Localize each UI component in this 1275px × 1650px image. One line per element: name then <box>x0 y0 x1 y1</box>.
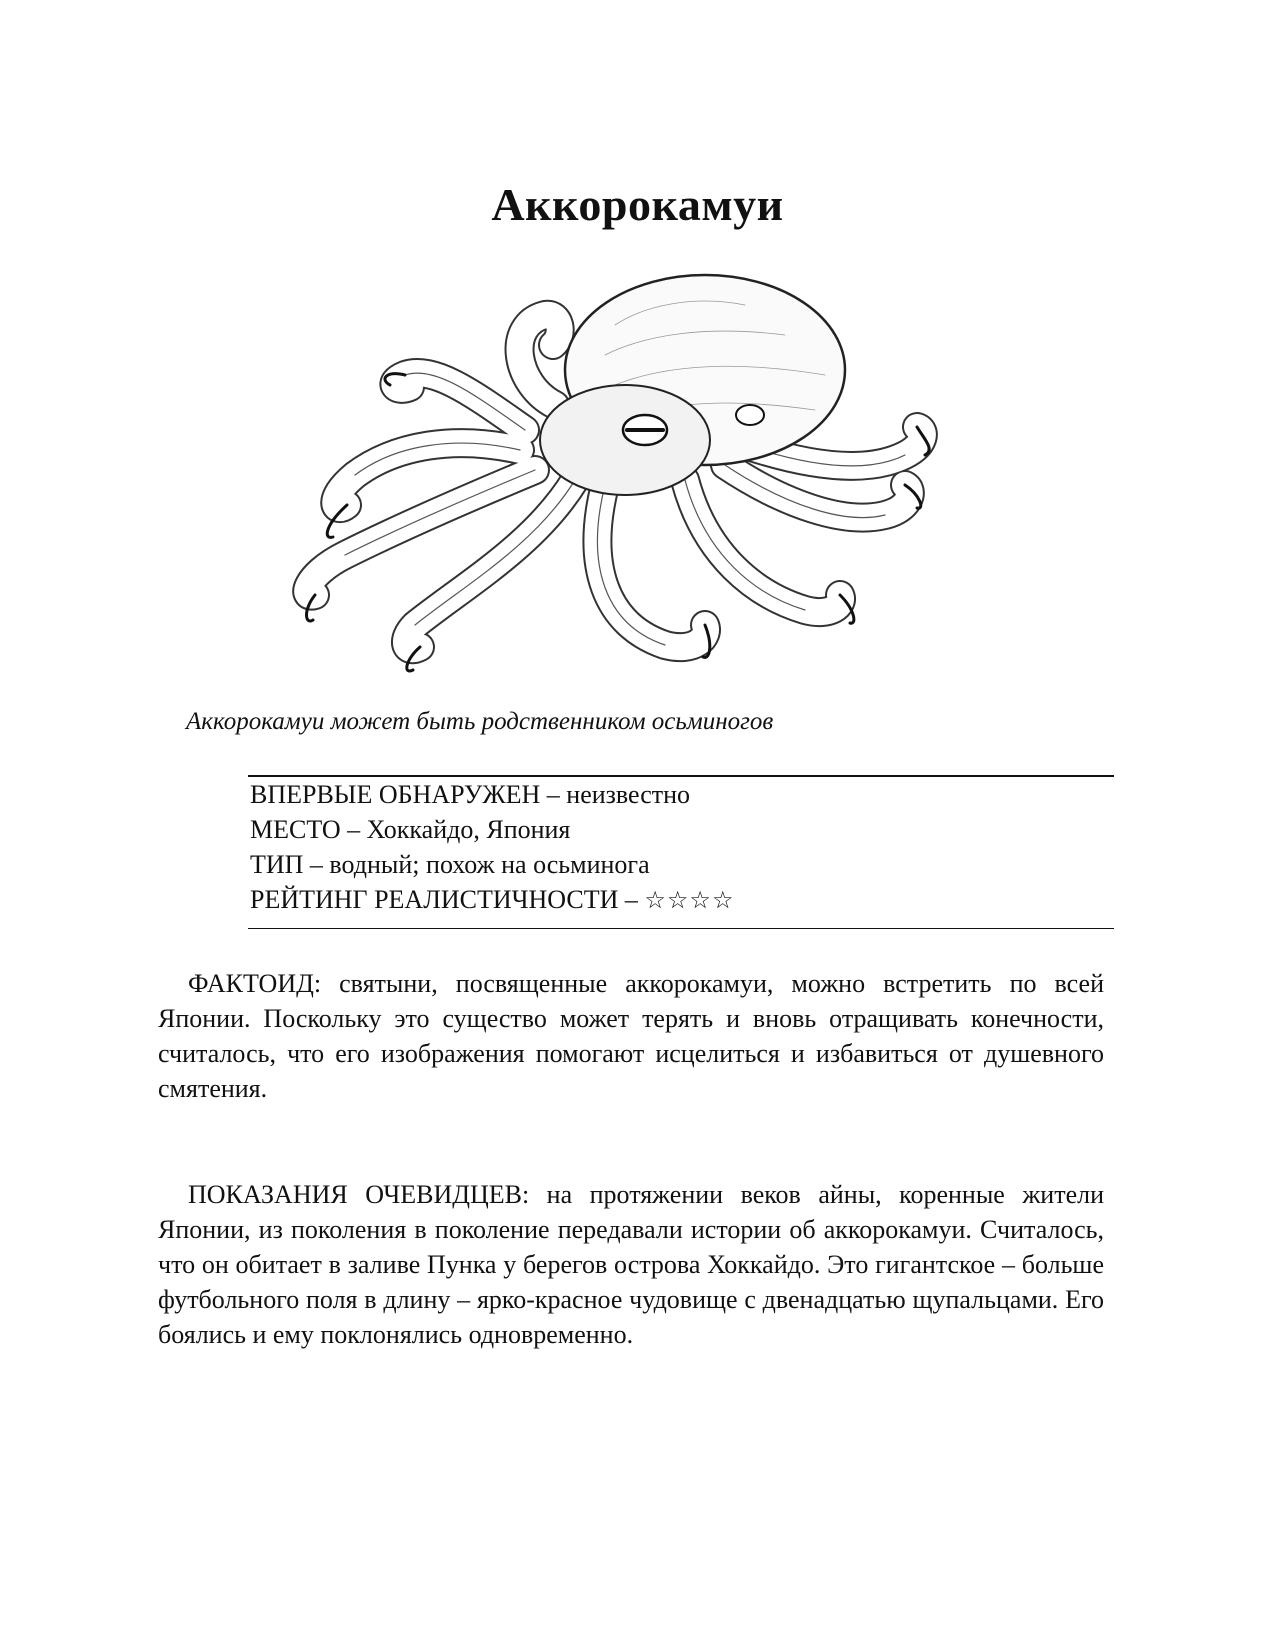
octopus-illustration-icon <box>285 265 985 710</box>
witness-paragraph: ПОКАЗАНИЯ ОЧЕВИДЦЕВ: на протяжении веков айны, коренные жители Японии, из поколения в поколение передавали истории об аккорокамуи. Считалось, что он обитает в заливе Пунка у берегов острова Хоккайдо. Это гигантское – больше футбольного поля в длину – ярко-красное чудовище с двенадцатью щупальцами. Его боялись и ему поклонялись одновременно. <box>158 1180 1104 1349</box>
star-rating-icon: ☆☆☆☆ <box>644 886 735 914</box>
stat-first-found: ВПЕРВЫЕ ОБНАРУЖЕН – неизвестно <box>250 780 691 809</box>
factoid-paragraph: ФАКТОИД: святыни, посвященные аккорокамуи, можно встретить по всей Японии. Поскольку это существо может терять и вновь отращивать конечности, считалось, что его изображения помогают исцелиться и избавиться от душевного смятения. <box>158 969 1104 1103</box>
stats-bottom-rule <box>248 928 1114 929</box>
stat-rating-label: РЕЙТИНГ РЕАЛИСТИЧНОСТИ – <box>250 885 645 914</box>
stat-place: МЕСТО – Хоккайдо, Япония <box>250 815 571 844</box>
illustration-caption: Аккорокамуи может быть родственником осьминогов <box>186 708 774 735</box>
page-title: Аккорокамуи <box>491 179 784 230</box>
stat-type: ТИП – водный; похож на осьминога <box>250 850 650 879</box>
stat-rating <box>250 882 1114 918</box>
stats-block <box>248 775 1114 929</box>
